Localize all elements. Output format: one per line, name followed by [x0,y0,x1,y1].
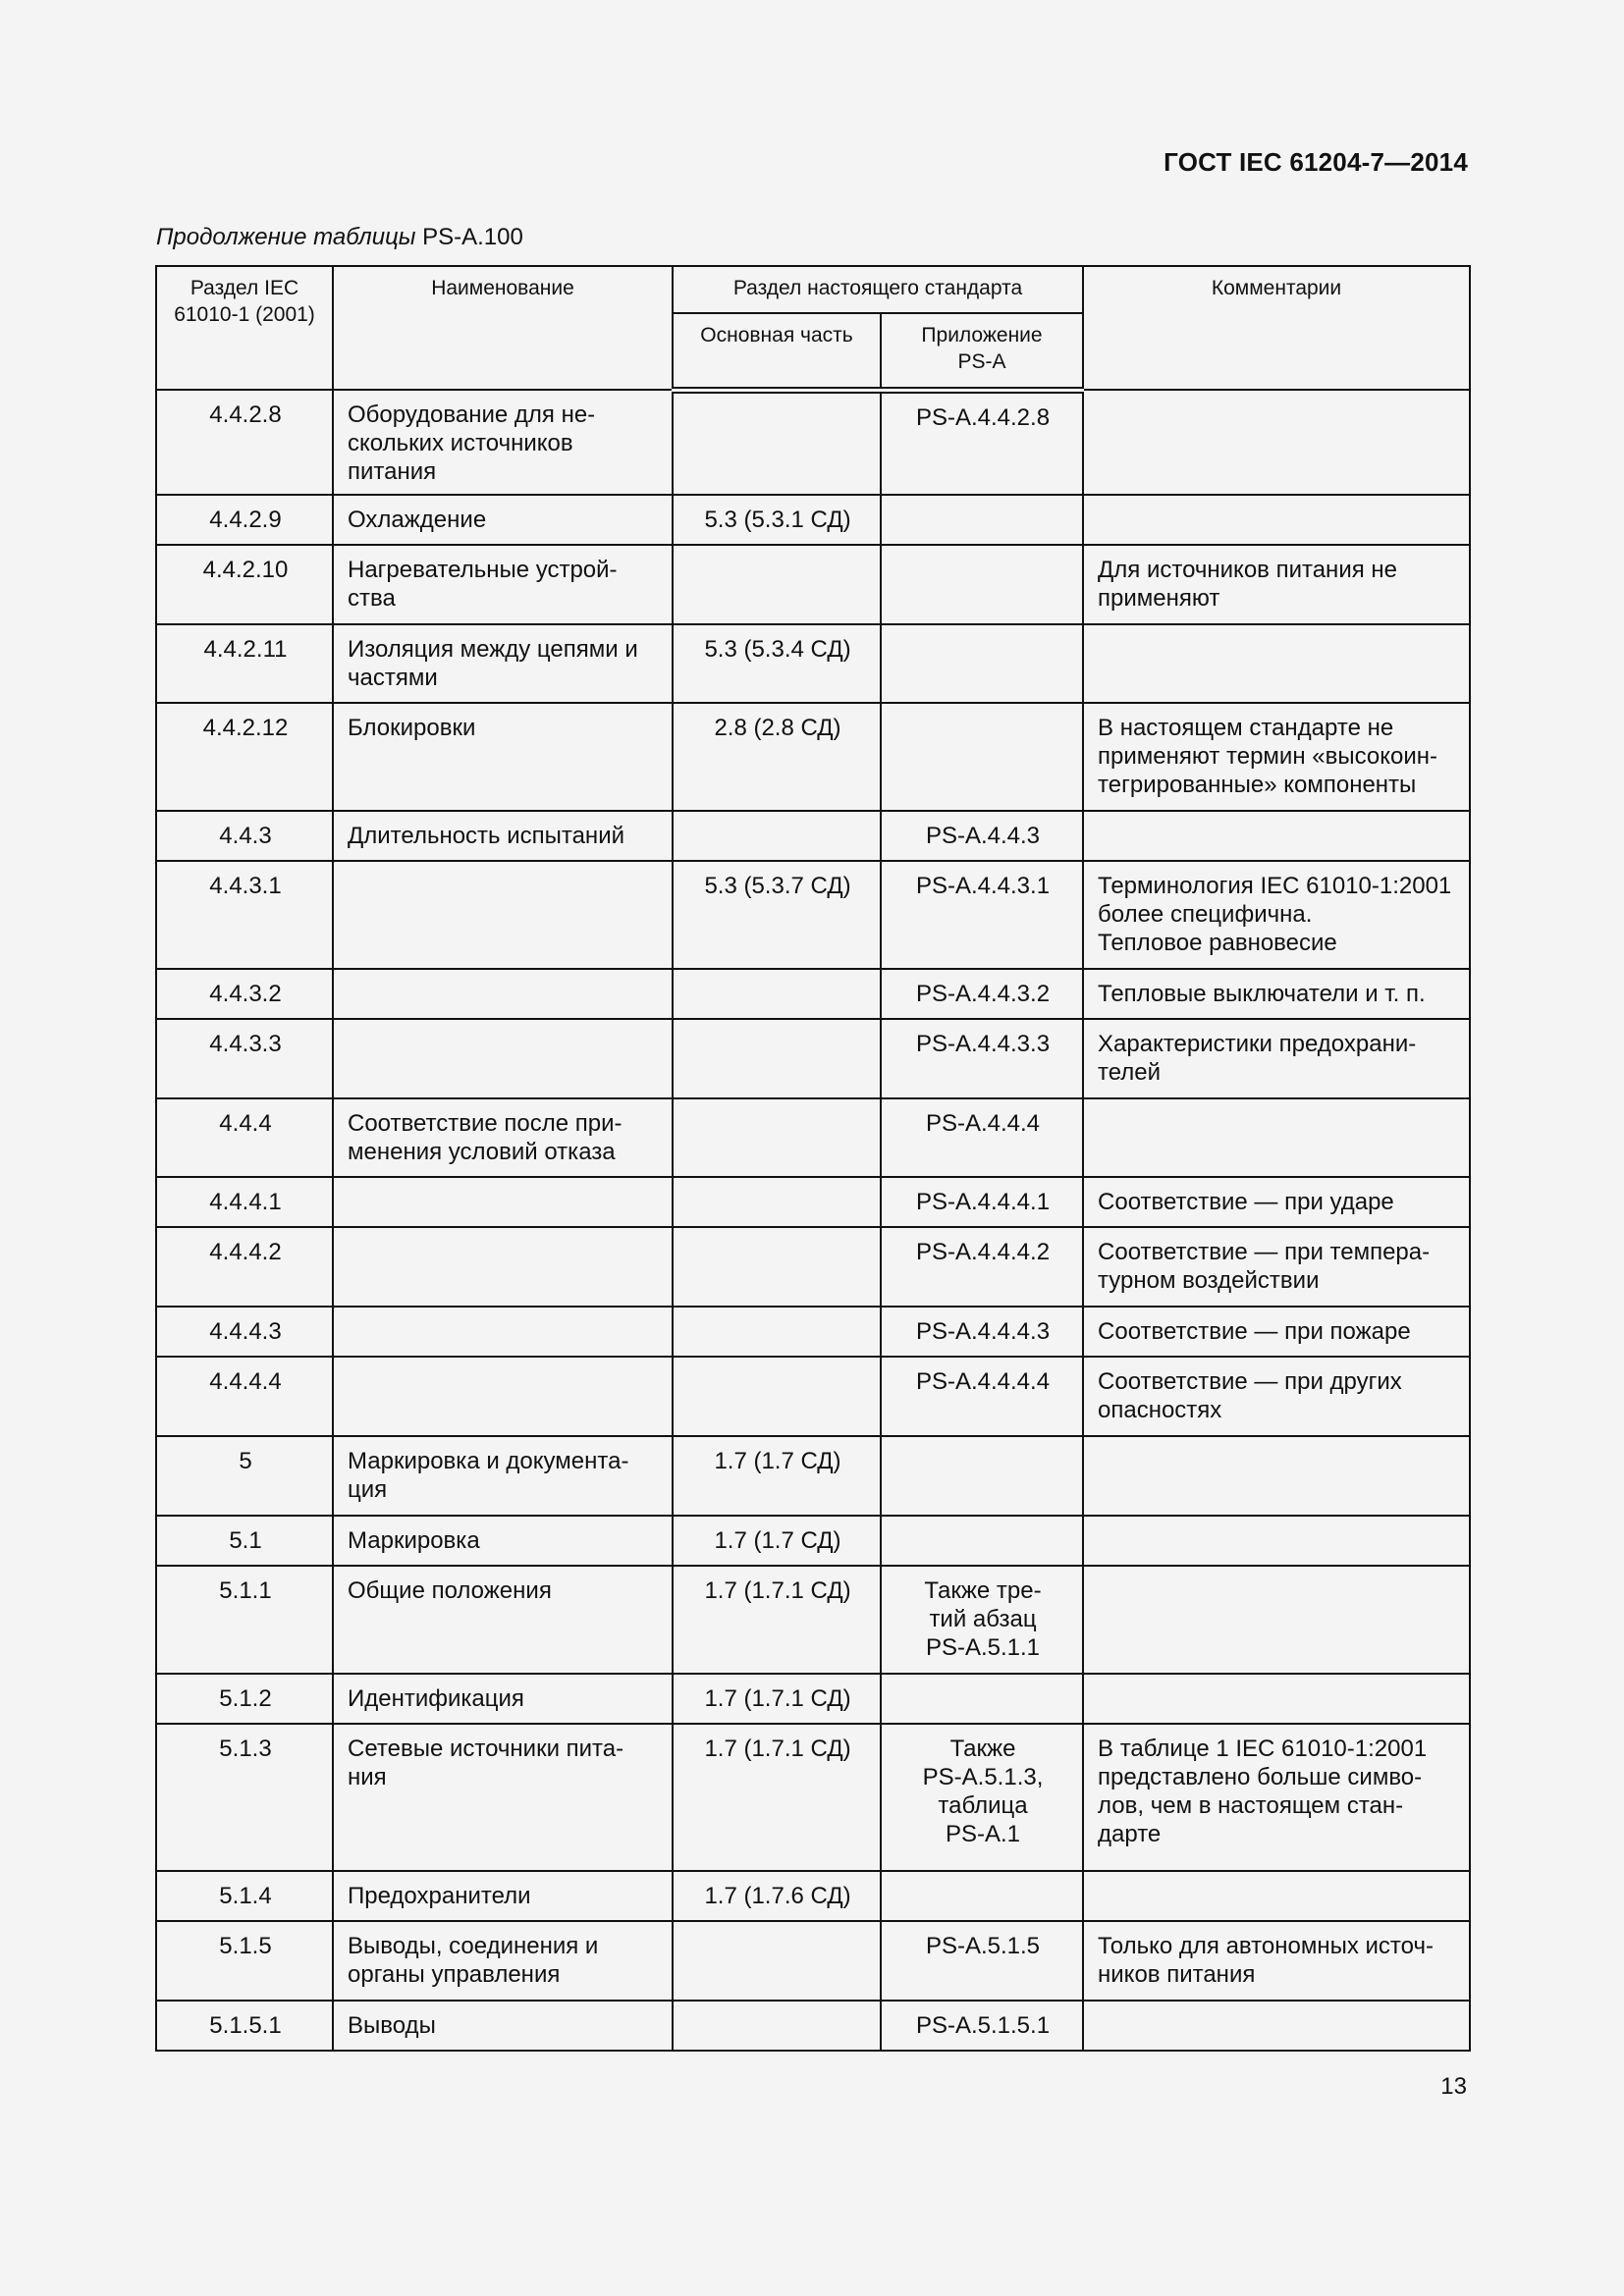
table-row [156,1019,1470,1098]
cell-main-part [673,1357,881,1436]
table-row [156,624,1470,703]
cell-comment: Для источников питания не применяют [1083,545,1470,624]
cell-section: 5.1.3 [156,1724,333,1871]
cell-section: 4.4.4.3 [156,1307,333,1357]
cell-section: 5.1.5.1 [156,2001,333,2051]
cell-annex: PS-A.4.4.2.8 [881,390,1083,495]
cell-annex [881,495,1083,545]
table-row [156,495,1470,545]
cell-section: 4.4.2.12 [156,703,333,811]
cell-main-part [673,1019,881,1098]
table-row [156,1516,1470,1566]
cell-annex [881,1516,1083,1566]
cell-main-part: 1.7 (1.7 СД) [673,1436,881,1516]
cell-name: Соответствие после при- менения условий отказа [333,1098,673,1177]
cell-main-part [673,1921,881,2001]
cell-main-part: 1.7 (1.7 СД) [673,1516,881,1566]
cell-name: Нагревательные устрой- ства [333,545,673,624]
cell-section: 4.4.4.2 [156,1227,333,1307]
cell-annex: PS-A.4.4.3.2 [881,969,1083,1019]
cell-name: Маркировка [333,1516,673,1566]
cell-main-part [673,1177,881,1227]
cell-annex: Также PS-A.5.1.3, таблица PS-A.1 [881,1724,1083,1871]
cell-annex: PS-A.5.1.5 [881,1921,1083,2001]
cell-name: Выводы [333,2001,673,2051]
cell-name: Идентификация [333,1674,673,1724]
table-row [156,1921,1470,2001]
cell-main-part: 5.3 (5.3.1 СД) [673,495,881,545]
header-main-part-text: Основная часть [700,324,853,347]
cell-section: 4.4.4 [156,1098,333,1177]
table-row [156,1177,1470,1227]
caption-table-id: PS-A.100 [422,224,523,250]
cell-main-part [673,1227,881,1307]
cell-section: 4.4.2.10 [156,545,333,624]
cell-section: 5 [156,1436,333,1516]
cell-comment: В настоящем стандарте не применяют термин «высокоин- тегрированные» компоненты [1083,703,1470,811]
header-section-text: Раздел IEC 61010-1 (2001) [174,277,315,326]
cell-name: Выводы, соединения и органы управления [333,1921,673,2001]
cell-comment [1083,390,1470,495]
header-comments [1083,266,1470,390]
cell-section: 4.4.2.9 [156,495,333,545]
table-row [156,1674,1470,1724]
cell-name [333,1357,673,1436]
cell-comment: Соответствие — при других опасностях [1083,1357,1470,1436]
cell-main-part: 1.7 (1.7.1 СД) [673,1724,881,1871]
cell-main-part: 5.3 (5.3.7 СД) [673,861,881,969]
table-row [156,390,1470,495]
cell-annex: PS-A.4.4.3.1 [881,861,1083,969]
cell-annex [881,1674,1083,1724]
cell-section: 4.4.4.4 [156,1357,333,1436]
cell-section: 4.4.3.3 [156,1019,333,1098]
cell-section: 5.1.5 [156,1921,333,2001]
document-header: ГОСТ IEC 61204-7—2014 [1164,147,1468,177]
cell-annex: PS-A.4.4.3.3 [881,1019,1083,1098]
cell-main-part [673,390,881,495]
cell-main-part: 1.7 (1.7.1 СД) [673,1674,881,1724]
cell-comment [1083,1436,1470,1516]
cell-name: Длительность испытаний [333,811,673,861]
table-row [156,1307,1470,1357]
header-annex-text: Приложение PS-A [921,324,1043,373]
cell-name [333,1019,673,1098]
table-row [156,703,1470,811]
page-number: 13 [1440,2073,1467,2100]
cell-main-part [673,811,881,861]
table-row [156,1227,1470,1307]
header-standard-section [673,266,1083,313]
table-row [156,1098,1470,1177]
cell-annex: PS-A.4.4.4.2 [881,1227,1083,1307]
cell-main-part [673,969,881,1019]
cell-main-part: 1.7 (1.7.6 СД) [673,1871,881,1921]
cell-section: 5.1 [156,1516,333,1566]
cell-comment [1083,1674,1470,1724]
cell-comment [1083,1871,1470,1921]
header-name [333,266,673,390]
cell-name: Маркировка и документа- ция [333,1436,673,1516]
cell-name: Блокировки [333,703,673,811]
header-name-text: Наименование [431,277,574,299]
cell-name [333,1227,673,1307]
cell-name: Охлаждение [333,495,673,545]
table-row [156,1724,1470,1871]
cell-comment [1083,495,1470,545]
cell-annex: PS-A.5.1.5.1 [881,2001,1083,2051]
cell-comment [1083,1098,1470,1177]
cell-name [333,1307,673,1357]
cell-comment [1083,1516,1470,1566]
cell-name [333,861,673,969]
cell-section: 4.4.2.8 [156,390,333,495]
table-row [156,969,1470,1019]
cell-comment: Соответствие — при ударе [1083,1177,1470,1227]
table-row [156,811,1470,861]
cell-comment: Тепловые выключатели и т. п. [1083,969,1470,1019]
comparison-table [155,265,1471,2052]
cell-section: 5.1.1 [156,1566,333,1674]
table-row [156,1566,1470,1674]
cell-name: Общие положения [333,1566,673,1674]
cell-comment [1083,624,1470,703]
cell-name [333,1177,673,1227]
header-main-part [673,313,881,390]
cell-comment: Характеристики предохрани- телей [1083,1019,1470,1098]
cell-annex [881,1436,1083,1516]
cell-annex: PS-A.4.4.4.3 [881,1307,1083,1357]
cell-main-part [673,1098,881,1177]
cell-annex [881,545,1083,624]
table-row [156,861,1470,969]
cell-name [333,969,673,1019]
caption-italic: Продолжение таблицы [156,224,416,250]
cell-name: Сетевые источники пита- ния [333,1724,673,1871]
cell-annex: Также тре- тий абзац PS-A.5.1.1 [881,1566,1083,1674]
cell-comment: Соответствие — при темпера- турном воздействии [1083,1227,1470,1307]
cell-main-part [673,545,881,624]
cell-section: 4.4.4.1 [156,1177,333,1227]
cell-annex: PS-A.4.4.4 [881,1098,1083,1177]
cell-annex [881,1871,1083,1921]
cell-main-part [673,2001,881,2051]
header-standard-section-text: Раздел настоящего стандарта [732,277,1023,299]
cell-comment [1083,811,1470,861]
table-row [156,1436,1470,1516]
header-annex [881,313,1083,390]
cell-main-part [673,1307,881,1357]
cell-annex [881,624,1083,703]
cell-comment: Терминология IEC 61010-1:2001 более специфична. Тепловое равновесие [1083,861,1470,969]
cell-annex: PS-A.4.4.3 [881,811,1083,861]
cell-section: 5.1.4 [156,1871,333,1921]
table-row [156,1357,1470,1436]
cell-comment: В таблице 1 IEC 61010-1:2001 представлено больше симво- лов, чем в настоящем стан- дарте [1083,1724,1470,1871]
cell-section: 4.4.3 [156,811,333,861]
cell-annex [881,703,1083,811]
cell-main-part: 5.3 (5.3.4 СД) [673,624,881,703]
cell-section: 4.4.2.11 [156,624,333,703]
cell-name: Предохранители [333,1871,673,1921]
cell-name: Изоляция между цепями и частями [333,624,673,703]
header-comments-text: Комментарии [1211,277,1342,299]
table-row [156,545,1470,624]
cell-comment: Соответствие — при пожаре [1083,1307,1470,1357]
cell-comment [1083,2001,1470,2051]
table-caption [156,224,523,251]
cell-main-part: 1.7 (1.7.1 СД) [673,1566,881,1674]
cell-comment: Только для автономных источ- ников питания [1083,1921,1470,2001]
cell-name: Оборудование для не- скольких источников питания [333,390,673,495]
table-row [156,2001,1470,2051]
cell-section: 4.4.3.2 [156,969,333,1019]
cell-annex: PS-A.4.4.4.1 [881,1177,1083,1227]
cell-section: 5.1.2 [156,1674,333,1724]
cell-comment [1083,1566,1470,1674]
cell-main-part: 2.8 (2.8 СД) [673,703,881,811]
cell-annex: PS-A.4.4.4.4 [881,1357,1083,1436]
table-row [156,1871,1470,1921]
table-body [156,390,1470,2051]
cell-section: 4.4.3.1 [156,861,333,969]
header-section [156,266,333,390]
